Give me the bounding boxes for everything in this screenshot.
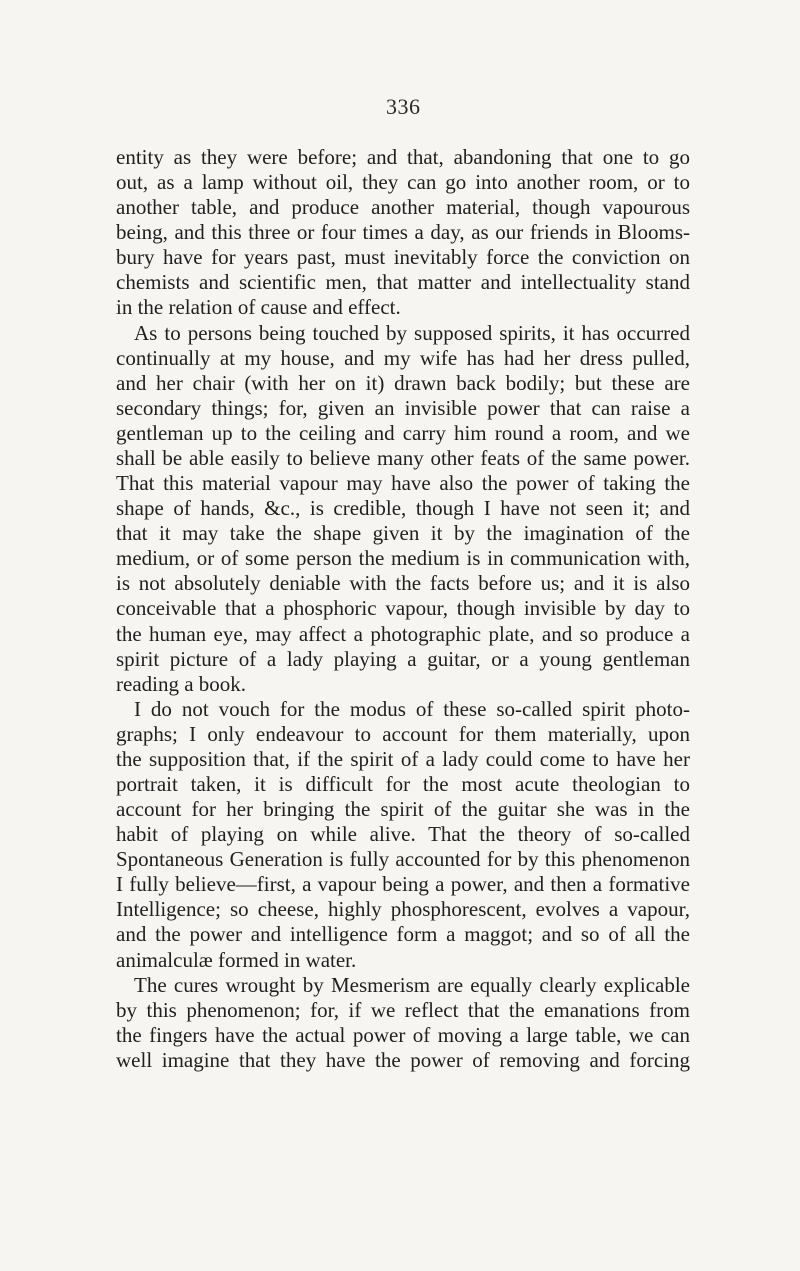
text-line: and the power and intelligence form a maggot; and so of all the xyxy=(116,922,690,946)
text-line: animalculæ formed in water. xyxy=(116,948,357,972)
text-line: out, as a lamp without oil, they can go into another room, or to xyxy=(116,170,690,194)
text-line: secondary things; for, given an invisible power that can raise a xyxy=(116,396,690,420)
text-line: shall be able easily to believe many other feats of the same power. xyxy=(116,446,690,470)
page-number: 336 xyxy=(386,94,421,119)
text-line: gentleman up to the ceiling and carry him round a room, and we xyxy=(116,421,690,445)
text-line: I do not vouch for the modus of these so-called spirit photo- xyxy=(134,697,690,721)
text-line: Intelligence; so cheese, highly phosphorescent, evolves a vapour, xyxy=(116,897,690,921)
text-line: conceivable that a phosphoric vapour, though invisible by day to xyxy=(116,596,690,620)
text-line: chemists and scientific men, that matter and intellectuality stand xyxy=(116,270,690,294)
text-line: and her chair (with her on it) drawn back bodily; but these are xyxy=(116,371,690,395)
text-line: portrait taken, it is difficult for the most acute theologian to xyxy=(116,772,690,796)
text-line: The cures wrought by Mesmerism are equally clearly explicable xyxy=(134,973,690,997)
text-line: in the relation of cause and effect. xyxy=(116,295,401,319)
text-line: reading a book. xyxy=(116,672,247,696)
text-line: bury have for years past, must inevitably force the conviction on xyxy=(116,245,690,269)
text-line: account for her bringing the spirit of the guitar she was in the xyxy=(116,797,690,821)
text-line: continually at my house, and my wife has had her dress pulled, xyxy=(116,346,690,370)
text-line: Spontaneous Generation is fully accounted for by this phenomenon xyxy=(116,847,690,871)
text-line: by this phenomenon; for, if we reflect that the emanations from xyxy=(116,998,690,1022)
text-line: shape of hands, &c., is credible, though I have not seen it; and xyxy=(116,496,690,520)
text-line: I fully believe—first, a vapour being a power, and then a formative xyxy=(116,872,690,896)
text-line: graphs; I only endeavour to account for them materially, upon xyxy=(116,722,690,746)
text-line: spirit picture of a lady playing a guitar, or a young gentleman xyxy=(116,647,690,671)
text-line: habit of playing on while alive. That the theory of so-called xyxy=(116,822,690,846)
text-line: As to persons being touched by supposed spirits, it has occurred xyxy=(134,321,690,345)
text-line: entity as they were before; and that, abandoning that one to go xyxy=(116,145,690,169)
text-line: that it may take the shape given it by the imagination of the xyxy=(116,521,690,545)
text-line: medium, or of some person the medium is in communication with, xyxy=(116,546,690,570)
text-line: being, and this three or four times a day, as our friends in Blooms- xyxy=(116,220,690,244)
text-line: the supposition that, if the spirit of a lady could come to have her xyxy=(116,747,690,771)
text-line: well imagine that they have the power of removing and forcing xyxy=(116,1048,690,1072)
text-line: That this material vapour may have also the power of taking the xyxy=(116,471,690,495)
text-line: another table, and produce another material, though vapourous xyxy=(116,195,690,219)
text-line: is not absolutely deniable with the facts before us; and it is also xyxy=(116,571,690,595)
text-line: the human eye, may affect a photographic plate, and so produce a xyxy=(116,622,690,646)
text-line: the fingers have the actual power of moving a large table, we can xyxy=(116,1023,690,1047)
